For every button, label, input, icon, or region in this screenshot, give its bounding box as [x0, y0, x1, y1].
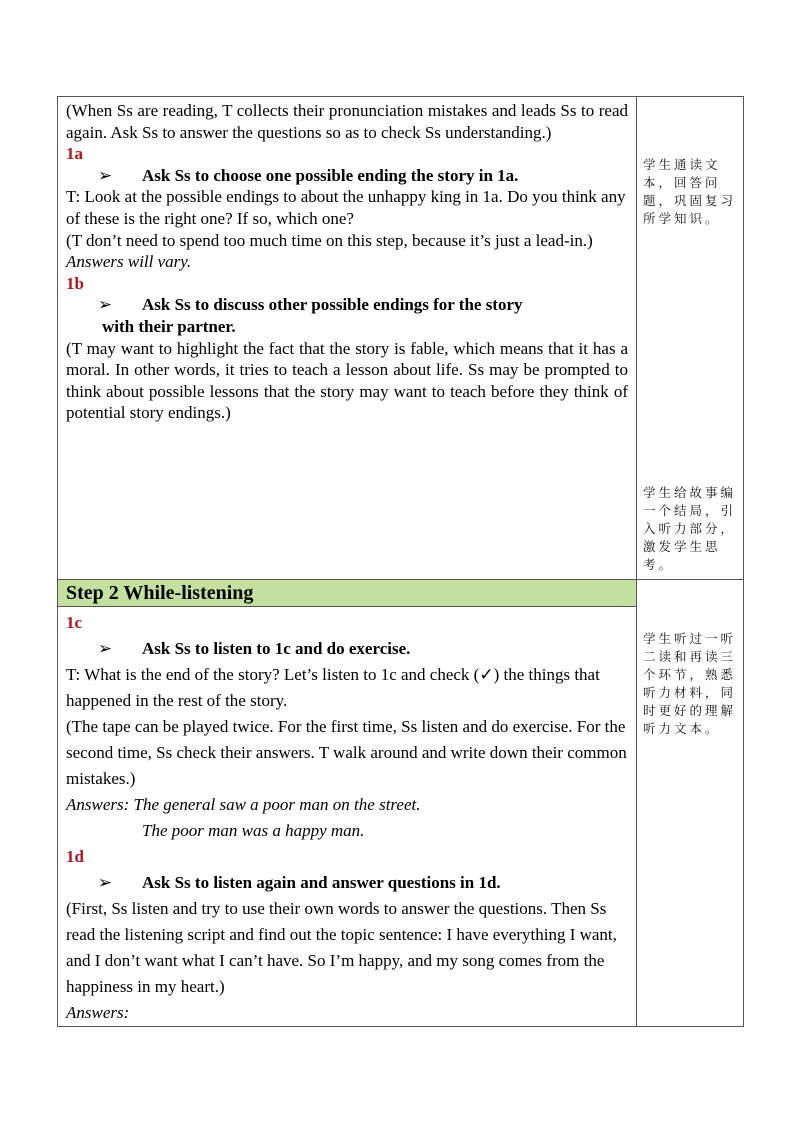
side-note-3: 学生听过一听二读和再读三个环节，熟悉听力材料，同时更好的理解听力文本。 — [643, 631, 737, 736]
step2-header: Step 2 While-listening — [58, 580, 637, 607]
step2-header-row — [58, 580, 744, 607]
step-1b: ➢ Ask Ss to discuss other possible endings for the story — [98, 295, 523, 315]
answers-1c-line1: Answers: The general saw a poor man on the street. — [66, 795, 421, 814]
teacher-prompt-1c: T: What is the end of the story? Let’s listen to 1c and check (✓) the things that happened in the rest of the story. — [66, 665, 600, 710]
arrow-bullet-icon: ➢ — [98, 639, 113, 658]
step-1c: ➢ Ask Ss to listen to 1c and do exercise. — [66, 636, 628, 662]
note-1a: (T don’t need to spend too much time on this step, because it’s just a lead-in.) — [66, 230, 593, 250]
section1-main-cell — [58, 97, 637, 580]
note-1c: (The tape can be played twice. For the first time, Ss listen and do exercise. For the second time, Ss check their answers. T walk around and write down their common mistakes.) — [66, 717, 627, 788]
label-1a: 1a — [66, 144, 83, 164]
section1-row — [58, 97, 744, 580]
answers-1c-line2: The poor man was a happy man. — [142, 821, 365, 840]
step-1d: ➢ Ask Ss to listen again and answer questions in 1d. — [66, 870, 628, 896]
side-note-1: 学生通读文本，回答问题，巩固复习所学知识。 — [643, 157, 737, 226]
teacher-prompt-1a: T: Look at the possible endings to about the unhappy king in 1a. Do you think any of these is the right one? If so, which one? — [66, 187, 626, 228]
label-1b: 1b — [66, 273, 84, 293]
arrow-bullet-icon: ➢ — [98, 295, 113, 315]
section2-main-cell — [58, 607, 637, 1027]
arrow-bullet-icon: ➢ — [98, 873, 113, 892]
step-1b-cont: with their partner. — [102, 316, 236, 336]
arrow-bullet-icon: ➢ — [98, 165, 113, 185]
step-1a: ➢ Ask Ss to choose one possible ending the story in 1a. — [98, 165, 519, 185]
label-1c: 1c — [66, 613, 83, 632]
answers-1a: Answers will vary. — [66, 252, 192, 272]
note-1b: (T may want to highlight the fact that the story is fable, which means that it has a moral. In other words, it tries to teach a lesson about life. Ss may be prompted to think about possible lessons that the story may want to teach before they think of potential story endings.) — [66, 338, 628, 423]
answers-1d: Answers: — [66, 1003, 130, 1022]
lesson-table — [57, 96, 744, 1027]
side-note-2: 学生给故事编一个结局，引入听力部分，激发学生思考。 — [643, 485, 737, 572]
label-1d: 1d — [66, 847, 84, 866]
note-1d: (First, Ss listen and try to use their own words to answer the questions. Then Ss read the listening script and find out the topic sentence: I have everything I want, and I don’t want what I can’t have. So I’m happy, and my song comes from the happiness in my heart.) — [66, 899, 617, 996]
intro-text: (When Ss are reading, T collects their pronunciation mistakes and leads Ss to read again. Ask Ss to answer the questions so as to check Ss understanding.) — [66, 101, 628, 142]
